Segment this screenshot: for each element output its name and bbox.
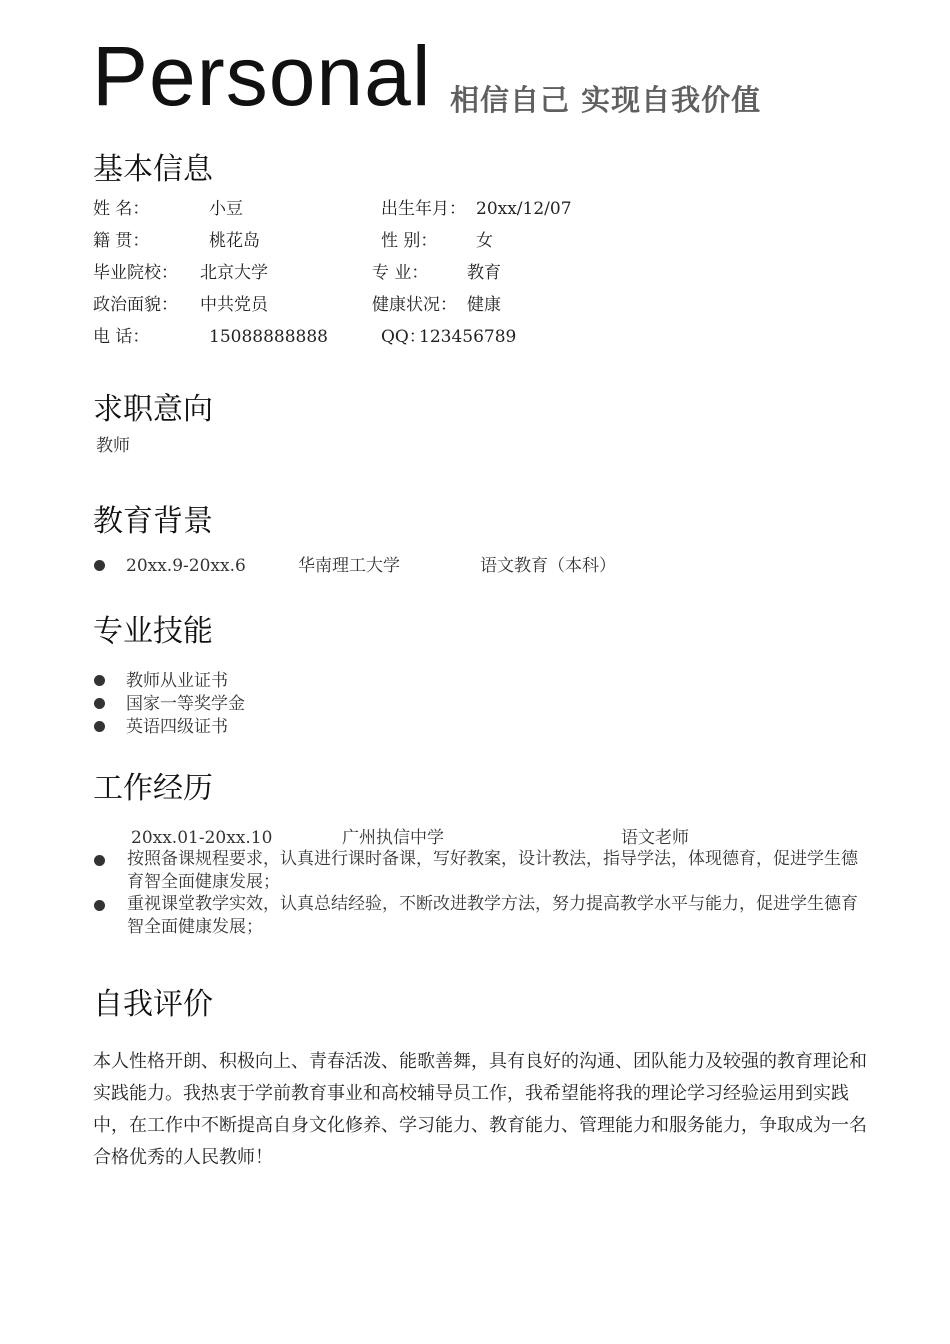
education-school: 华南理工大学 [298, 556, 400, 576]
info-label-health: 健康状况： [372, 295, 457, 315]
job-intent-value: 教师 [96, 436, 130, 456]
work-company: 广州执信中学 [342, 828, 444, 848]
bullet-icon [94, 855, 105, 866]
section-heading-basic-info: 基本信息 [93, 152, 213, 187]
info-value-health: 健康 [467, 295, 501, 315]
resume-title: Personal [92, 29, 432, 123]
bullet-icon [94, 560, 105, 571]
work-duty-item: 按照备课规程要求，认真进行课时备课，写好教案，设计教法，指导学法，体现德育，促进学生德育智全面健康发展； [127, 849, 858, 892]
info-label-qq: QQ： [381, 327, 426, 347]
skill-item: 国家一等奖学金 [126, 694, 245, 714]
bullet-icon [94, 900, 105, 911]
info-label-native: 籍 贯： [93, 231, 150, 251]
info-value-qq: 123456789 [419, 327, 517, 347]
info-label-gender: 性 别： [381, 231, 438, 251]
self-eval-text: 本人性格开朗、积极向上、青春活泼、能歌善舞，具有良好的沟通、团队能力及较强的教育理论和实践能力。我热衷于学前教育事业和高校辅导员工作，我希望能将我的理论学习经验运用到实践中，在工作中不断提高自身文化修养、学习能力、教育能力、管理能力和服务能力，争取成为一名合格优秀的人民教师！ [93, 1051, 867, 1168]
info-value-name: 小豆 [209, 199, 243, 219]
info-label-birth: 出生年月： [381, 199, 466, 219]
section-heading-job-intent: 求职意向 [93, 392, 213, 427]
info-value-birth: 20xx/12/07 [476, 199, 572, 219]
bullet-icon [94, 698, 105, 709]
skill-item: 英语四级证书 [126, 717, 228, 737]
info-value-phone: 15088888888 [209, 327, 328, 347]
info-value-gender: 女 [476, 231, 493, 251]
skill-item: 教师从业证书 [126, 671, 228, 691]
section-heading-skills: 专业技能 [93, 614, 213, 649]
bullet-icon [94, 675, 105, 686]
section-heading-self-eval: 自我评价 [93, 987, 213, 1022]
info-label-school: 毕业院校： [93, 263, 178, 283]
work-position: 语文老师 [621, 828, 689, 848]
info-label-politics: 政治面貌： [93, 295, 178, 315]
education-period: 20xx.9-20xx.6 [126, 556, 246, 576]
info-value-politics: 中共党员 [200, 295, 268, 315]
bullet-icon [94, 721, 105, 732]
resume-slogan: 相信自己 实现自我价值 [450, 83, 762, 117]
section-heading-work: 工作经历 [93, 771, 213, 806]
info-label-phone: 电 话： [93, 327, 150, 347]
education-major: 语文教育（本科） [480, 556, 616, 576]
info-value-major: 教育 [467, 263, 501, 283]
info-label-major: 专 业： [372, 263, 429, 283]
section-heading-education: 教育背景 [93, 504, 213, 539]
work-duty-item: 重视课堂教学实效，认真总结经验，不断改进教学方法，努力提高教学水平与能力，促进学生德育智全面健康发展； [127, 894, 858, 937]
work-period: 20xx.01-20xx.10 [131, 828, 273, 848]
info-value-native: 桃花岛 [209, 231, 260, 251]
info-label-name: 姓 名： [93, 199, 150, 219]
info-value-school: 北京大学 [200, 263, 268, 283]
